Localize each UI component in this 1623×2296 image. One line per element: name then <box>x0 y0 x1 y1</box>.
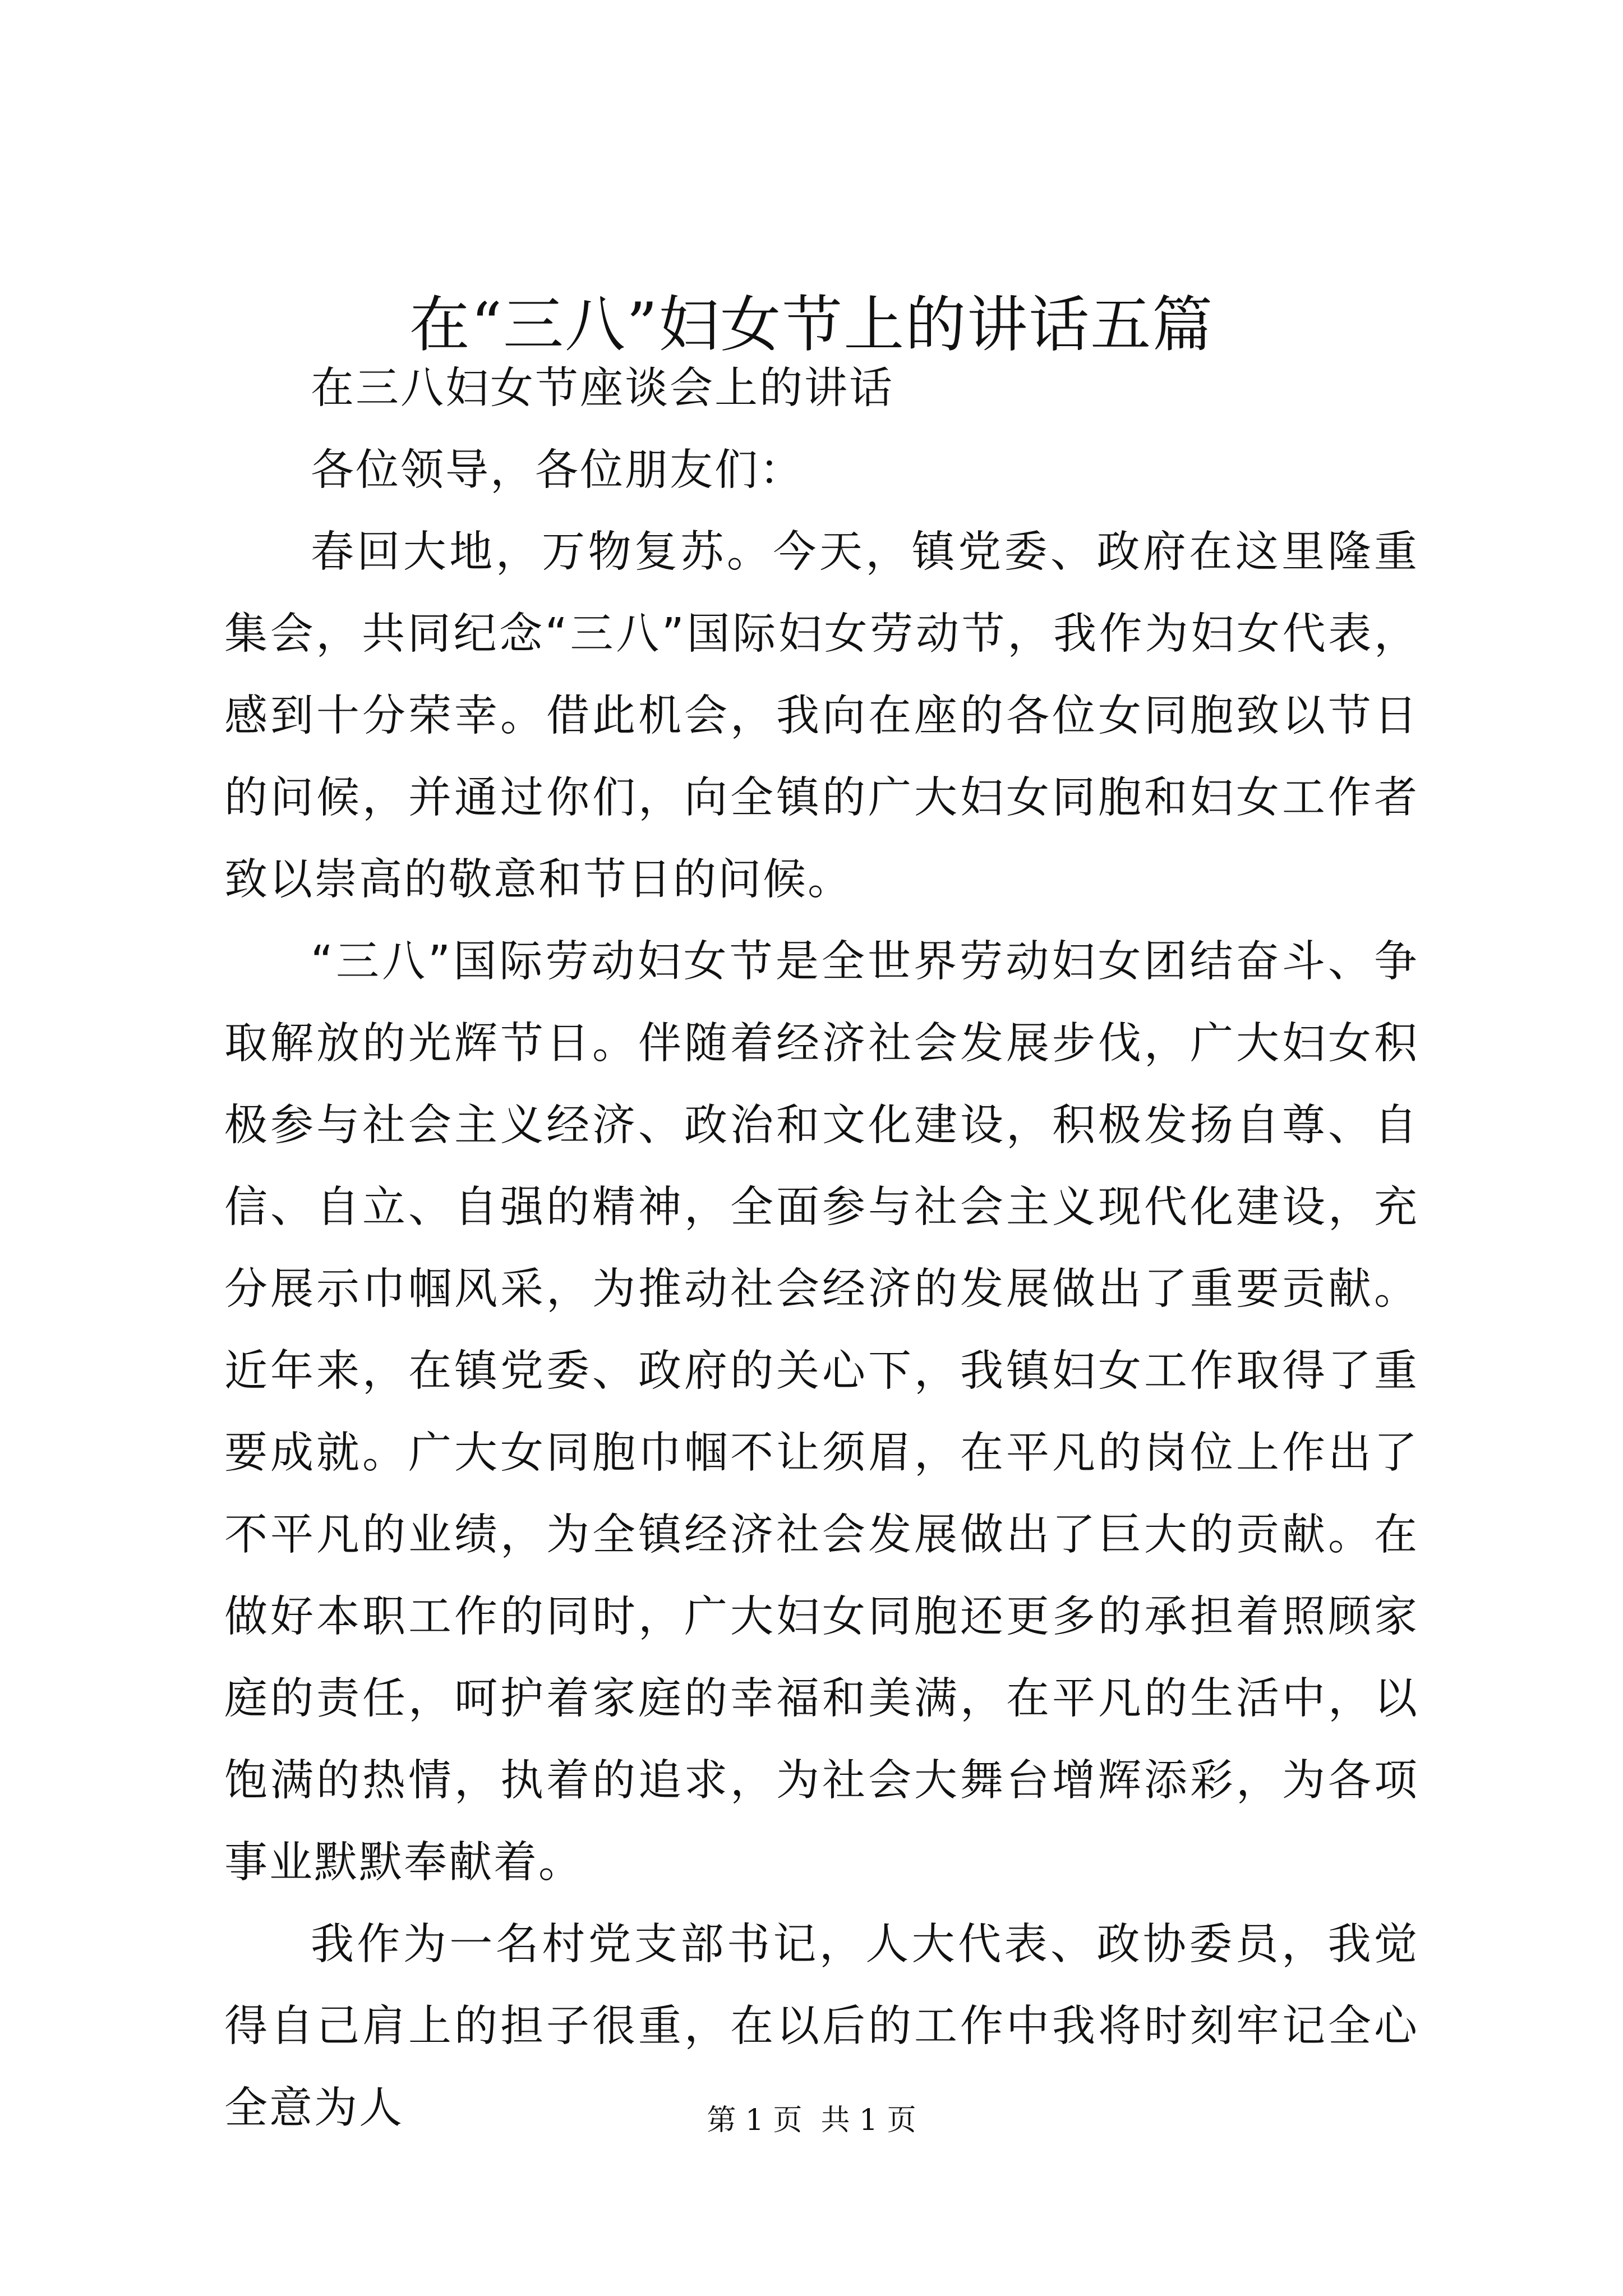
page-number-footer: 第 1 页 共 1 页 <box>707 2104 916 2137</box>
document-body <box>224 348 1419 2150</box>
salutation: 各位领导，各位朋友们： <box>311 445 804 495</box>
paragraph-3: 我作为一名村党支部书记，人大代表、政协委员，我觉得自己肩上的担子很重，在以后的工作中我将时刻牢记全心全意为人 <box>224 1920 1419 2133</box>
paragraph-2: “三八”国际劳动妇女节是全世界劳动妇女团结奋斗、争取解放的光辉节日。伴随着经济社会发展步伐，广大妇女积极参与社会主义经济、政治和文化建设，积极发扬自尊、自信、自立、自强的精神，全面参与社会主义现代化建设，充分展示巾帼风采，为推动社会经济的发展做出了重要贡献。近年来，在镇党委、政府的关心下，我镇妇女工作取得了重要成就。广大女同胞巾帼不让须眉，在平凡的岗位上作出了不平凡的业绩，为全镇经济社会发展做出了巨大的贡献。在做好本职工作的同时，广大妇女同胞还更多的承担着照顾家庭的责任，呵护着家庭的幸福和美满，在平凡的生活中，以饱满的热情，执着的追求，为社会大舞台增辉添彩，为各项事业默默奉献着。 <box>224 937 1419 1888</box>
document-subtitle: 在三八妇女节座谈会上的讲话 <box>311 364 894 413</box>
paragraph-1: 春回大地，万物复苏。今天，镇党委、政府在这里隆重集会，共同纪念“三八”国际妇女劳动节，我作为妇女代表，感到十分荣幸。借此机会，我向在座的各位女同胞致以节日的问候，并通过你们，向全镇的广大妇女同胞和妇女工作者致以崇高的敬意和节日的问候。 <box>224 527 1419 905</box>
document-title: 在“三八”妇女节上的讲话五篇 <box>409 290 1214 360</box>
